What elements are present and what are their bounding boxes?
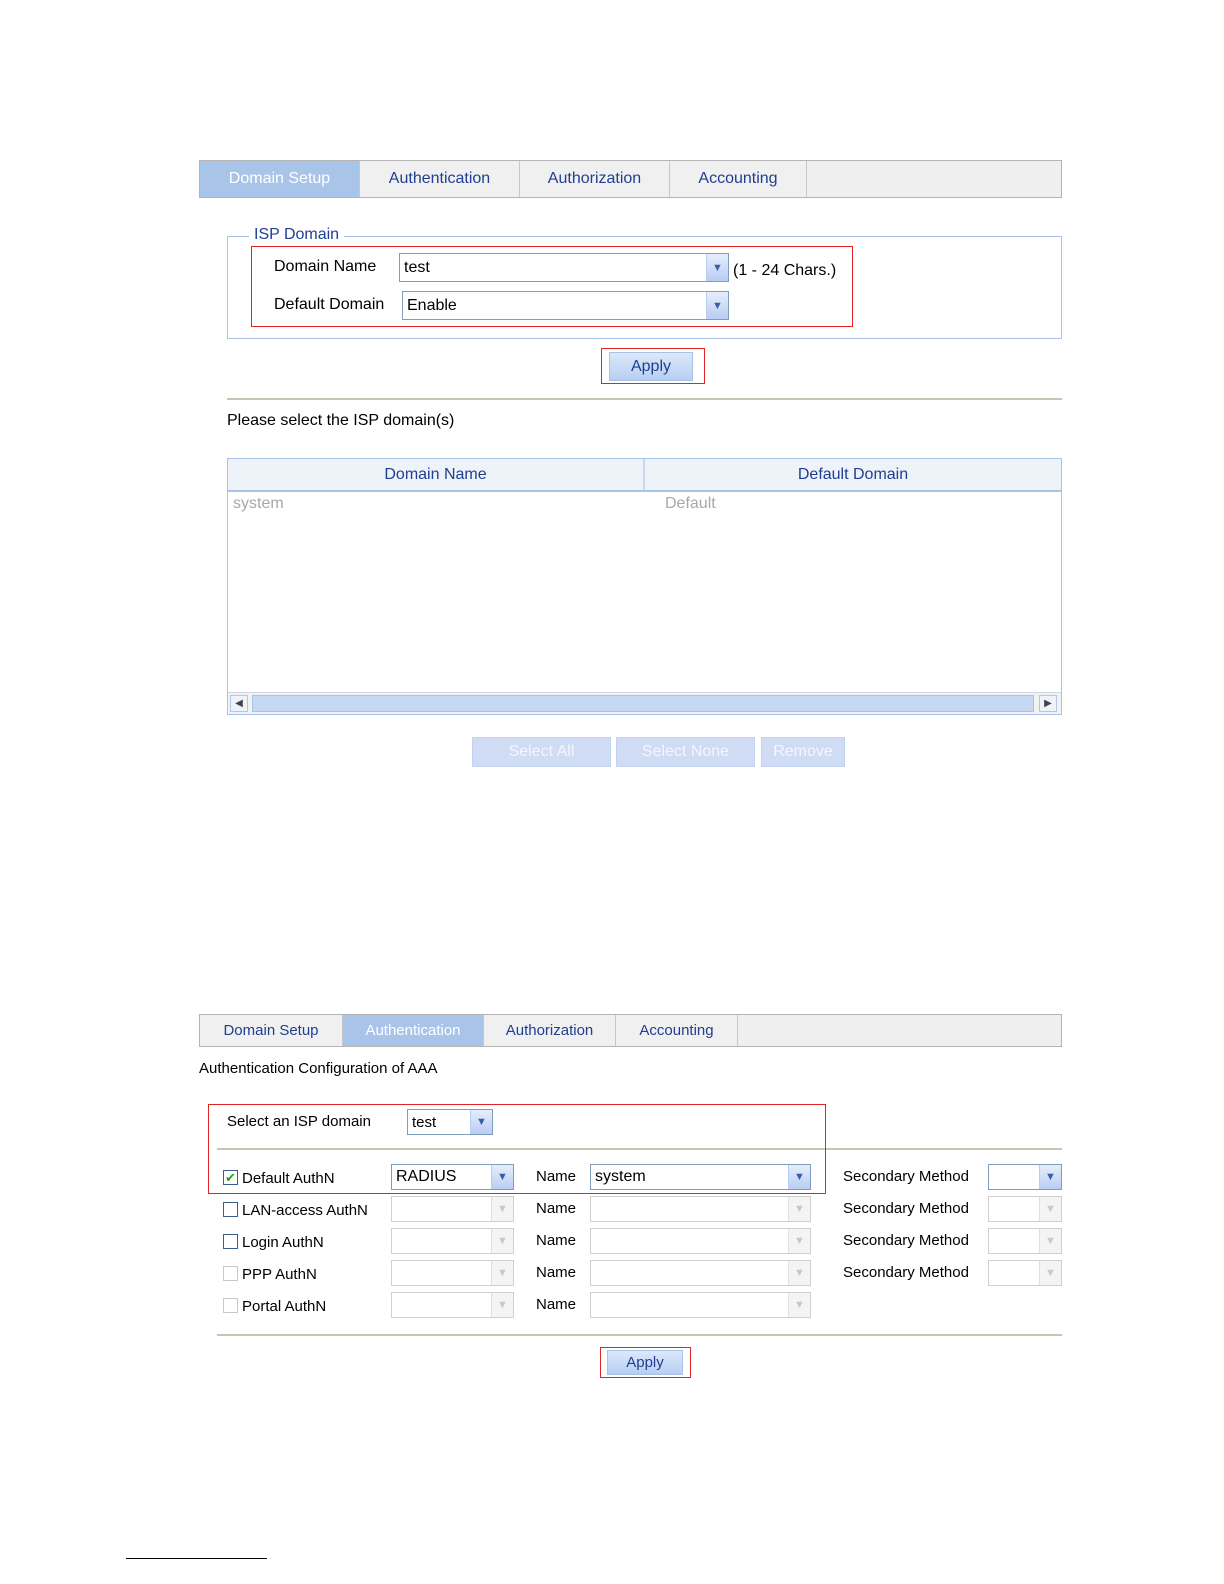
secondary-method-label: Secondary Method: [843, 1200, 969, 1217]
chevron-down-icon[interactable]: ▼: [491, 1197, 513, 1221]
domain-name-label: Domain Name: [274, 258, 377, 275]
column-header-domain-name[interactable]: Domain Name: [228, 459, 645, 490]
lan-access-authn-secondary-select[interactable]: [988, 1196, 1062, 1222]
chevron-down-icon[interactable]: ▼: [788, 1229, 810, 1253]
name-label: Name: [536, 1200, 577, 1217]
divider: [217, 1148, 1062, 1150]
default-authn-method-select[interactable]: [391, 1164, 514, 1190]
portal-authn-method-select[interactable]: [391, 1292, 514, 1318]
ppp-authn-secondary-select[interactable]: [988, 1260, 1062, 1286]
isp-domain-value: test: [412, 1113, 437, 1131]
page-title: Authentication Configuration of AAA: [199, 1060, 438, 1077]
table-row[interactable]: [228, 494, 1061, 516]
divider: [227, 398, 1062, 400]
login-authn-method-select[interactable]: [391, 1228, 514, 1254]
tab-domain-setup[interactable]: Domain Setup: [200, 1015, 343, 1046]
chevron-down-icon[interactable]: ▼: [1039, 1165, 1061, 1189]
apply-button[interactable]: Apply: [607, 1350, 683, 1375]
chars-hint: (1 - 24 Chars.): [733, 262, 837, 279]
tab-authorization[interactable]: Authorization: [520, 161, 670, 197]
default-domain-label: Default Domain: [274, 296, 385, 313]
isp-select-label: Select an ISP domain: [227, 1113, 371, 1130]
default-domain-select[interactable]: [402, 291, 729, 320]
lan-access-authn-method-select[interactable]: [391, 1196, 514, 1222]
tab-authorization[interactable]: Authorization: [484, 1015, 616, 1046]
chevron-down-icon[interactable]: ▼: [706, 292, 728, 319]
tab-accounting[interactable]: Accounting: [616, 1015, 738, 1046]
isp-domain-fieldset: [227, 236, 1062, 339]
tab-accounting[interactable]: Accounting: [670, 161, 807, 197]
cell-domain-name: system: [233, 495, 284, 512]
chevron-down-icon[interactable]: ▼: [491, 1261, 513, 1285]
cell-default-domain: Default: [665, 495, 716, 512]
name-label: Name: [536, 1296, 577, 1313]
footnote-separator: [126, 1558, 267, 1559]
scroll-right-icon[interactable]: ▶: [1039, 695, 1057, 712]
isp-domain-legend: ISP Domain: [249, 226, 344, 244]
ppp-authn-checkbox[interactable]: [223, 1266, 238, 1281]
login-authn-checkbox[interactable]: [223, 1234, 238, 1249]
default-domain-value: Enable: [407, 296, 457, 314]
default-authn-label: Default AuthN: [242, 1170, 335, 1187]
chevron-down-icon[interactable]: ▼: [491, 1293, 513, 1317]
apply-button[interactable]: Apply: [609, 352, 693, 381]
tab-authentication[interactable]: Authentication: [360, 161, 520, 197]
select-all-button[interactable]: Select All: [472, 737, 611, 767]
scroll-left-icon[interactable]: ◀: [230, 695, 248, 712]
tab-authentication[interactable]: Authentication: [343, 1015, 484, 1046]
secondary-method-label: Secondary Method: [843, 1168, 969, 1185]
scrollbar-thumb[interactable]: [252, 695, 1034, 712]
portal-authn-name-select[interactable]: [590, 1292, 811, 1318]
bottom-tab-bar: [199, 1014, 1062, 1047]
chevron-down-icon[interactable]: ▼: [706, 254, 728, 281]
isp-domain-select[interactable]: [407, 1109, 493, 1135]
chevron-down-icon[interactable]: ▼: [470, 1110, 492, 1134]
lan-access-authn-checkbox[interactable]: [223, 1202, 238, 1217]
divider: [217, 1334, 1062, 1336]
default-authn-name-select[interactable]: [590, 1164, 811, 1190]
login-authn-name-select[interactable]: [590, 1228, 811, 1254]
chevron-down-icon[interactable]: ▼: [1039, 1261, 1061, 1285]
chevron-down-icon[interactable]: ▼: [491, 1229, 513, 1253]
select-none-button[interactable]: Select None: [616, 737, 755, 767]
name-label: Name: [536, 1168, 577, 1185]
default-authn-name-value: system: [595, 1168, 646, 1185]
secondary-method-label: Secondary Method: [843, 1232, 969, 1249]
lan-access-authn-name-select[interactable]: [590, 1196, 811, 1222]
top-tab-bar: [199, 160, 1062, 198]
chevron-down-icon[interactable]: ▼: [1039, 1229, 1061, 1253]
default-authn-method-value: RADIUS: [396, 1168, 457, 1185]
domain-name-value: test: [404, 258, 430, 276]
lan-access-authn-label: LAN-access AuthN: [242, 1202, 368, 1219]
column-header-default-domain[interactable]: Default Domain: [797, 465, 909, 483]
login-authn-label: Login AuthN: [242, 1234, 324, 1251]
name-label: Name: [536, 1264, 577, 1281]
ppp-authn-method-select[interactable]: [391, 1260, 514, 1286]
default-authn-checkbox[interactable]: ✔: [223, 1170, 238, 1185]
chevron-down-icon[interactable]: ▼: [788, 1261, 810, 1285]
ppp-authn-label: PPP AuthN: [242, 1266, 317, 1283]
chevron-down-icon[interactable]: ▼: [788, 1293, 810, 1317]
chevron-down-icon[interactable]: ▼: [1039, 1197, 1061, 1221]
domain-name-combo[interactable]: [399, 253, 729, 282]
secondary-method-label: Secondary Method: [843, 1264, 969, 1281]
tab-domain-setup[interactable]: Domain Setup: [200, 161, 360, 197]
portal-authn-checkbox[interactable]: [223, 1298, 238, 1313]
select-prompt: Please select the ISP domain(s): [227, 412, 455, 429]
portal-authn-label: Portal AuthN: [242, 1298, 327, 1315]
ppp-authn-name-select[interactable]: [590, 1260, 811, 1286]
remove-button[interactable]: Remove: [761, 737, 845, 767]
horizontal-scrollbar[interactable]: [228, 692, 1061, 714]
default-authn-secondary-select[interactable]: [988, 1164, 1062, 1190]
login-authn-secondary-select[interactable]: [988, 1228, 1062, 1254]
name-label: Name: [536, 1232, 577, 1249]
chevron-down-icon[interactable]: ▼: [788, 1197, 810, 1221]
chevron-down-icon[interactable]: ▼: [788, 1165, 810, 1189]
domain-table: [227, 458, 1062, 715]
chevron-down-icon[interactable]: ▼: [491, 1165, 513, 1189]
table-header-row: [228, 459, 1061, 492]
